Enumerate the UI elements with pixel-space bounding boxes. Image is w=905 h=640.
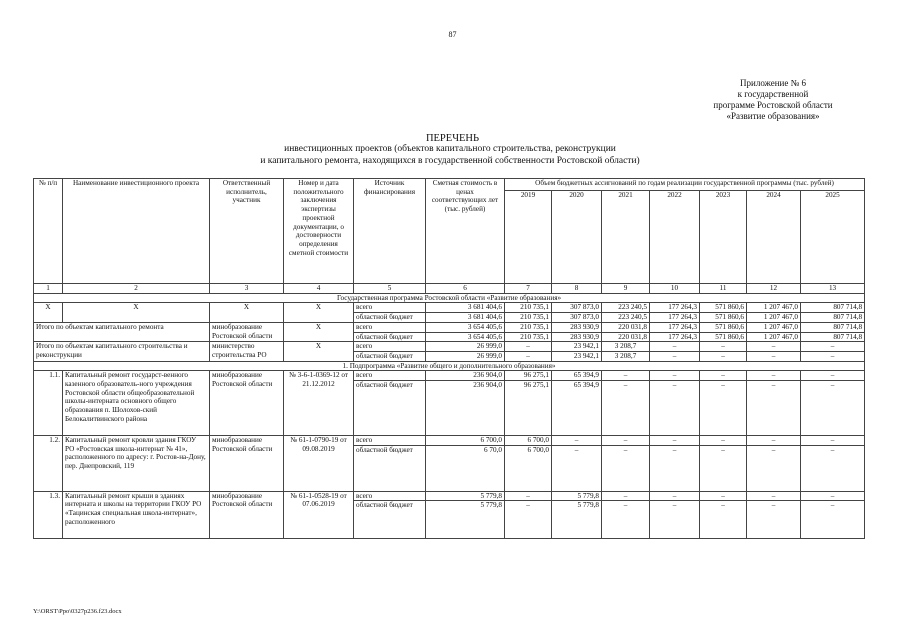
cell-value: – bbox=[801, 342, 865, 352]
cell-value: 6 700,0 bbox=[505, 445, 552, 491]
cell-value: 571 860,6 bbox=[700, 332, 747, 342]
section-program: Государственная программа Ростовской области «Развитие образования» bbox=[34, 293, 865, 303]
cell-value: – bbox=[700, 351, 747, 361]
file-path-footer: Y:\ORST\Ppo\0327p236.f23.docx bbox=[33, 608, 122, 615]
header-num: № п/п bbox=[34, 179, 63, 284]
cell-source: областной бюджет bbox=[354, 381, 426, 436]
appendix-line: к государственной bbox=[737, 89, 809, 99]
cell-value: – bbox=[700, 371, 747, 381]
cell-value: – bbox=[801, 445, 865, 491]
cell-name: Итого по объектам капитального ремонта bbox=[34, 322, 210, 341]
header-doc: Номер и дата положительного заключения экспертизы проектной документации, о достоверности определения сметной стоимости bbox=[284, 179, 354, 284]
cell-value: 23 942,1 bbox=[552, 342, 602, 352]
cell-value: – bbox=[650, 342, 700, 352]
cell-value: 807 714,8 bbox=[801, 332, 865, 342]
subtitle-line: и капитального ремонта, находящихся в государственной собственности Ростовской области) bbox=[260, 155, 640, 166]
cell-value: 210 735,1 bbox=[505, 322, 552, 332]
cell-value: – bbox=[747, 436, 801, 446]
cell-num: 1.3. bbox=[34, 491, 63, 539]
cell-doc: Х bbox=[284, 342, 354, 361]
cell-value: – bbox=[602, 445, 650, 491]
header-year: 2025 bbox=[801, 191, 865, 284]
cell-num: Х bbox=[34, 303, 63, 313]
col-number: 13 bbox=[801, 284, 865, 294]
header-row bbox=[34, 179, 865, 191]
cell-value: – bbox=[505, 351, 552, 361]
cell-value: 283 930,9 bbox=[552, 332, 602, 342]
col-number: 5 bbox=[354, 284, 426, 294]
table-row bbox=[34, 371, 865, 381]
subtitle-line: инвестиционных проектов (объектов капитального строительства, реконструкции bbox=[284, 144, 616, 154]
cell-source: всего bbox=[354, 491, 426, 501]
cell-value: 807 714,8 bbox=[801, 313, 865, 323]
col-number: 12 bbox=[747, 284, 801, 294]
cell-name: Капитальный ремонт крыши в зданиях интерната и школы на территории ГКОУ РО «Тацинская специальная школа-интернат», расположенного bbox=[63, 491, 210, 539]
cell-value: – bbox=[552, 436, 602, 446]
cell-source: областной бюджет bbox=[354, 332, 426, 342]
cell-value: 571 860,6 bbox=[700, 322, 747, 332]
investment-projects-table bbox=[33, 178, 865, 539]
cell-name: Капитальный ремонт кровли здания ГКОУ РО «Ростовская школа-интернат № 41», расположенного по адресу: г. Ростов-на-Дону, пер. Днепровский, 119 bbox=[63, 436, 210, 492]
cell-source: всего bbox=[354, 342, 426, 352]
cell-source: областной бюджет bbox=[354, 313, 426, 323]
cell-value: 807 714,8 bbox=[801, 303, 865, 313]
header-year: 2020 bbox=[552, 191, 602, 284]
cell-value: 236 904,0 bbox=[426, 381, 505, 436]
cell-value: 5 779,8 bbox=[552, 501, 602, 539]
col-number: 8 bbox=[552, 284, 602, 294]
col-number: 1 bbox=[34, 284, 63, 294]
section-row bbox=[34, 361, 865, 371]
col-number: 11 bbox=[700, 284, 747, 294]
section-row bbox=[34, 293, 865, 303]
cell-value: – bbox=[602, 501, 650, 539]
cell-value: – bbox=[801, 501, 865, 539]
cell-value: 3 681 404,6 bbox=[426, 303, 505, 313]
cell-value: – bbox=[700, 491, 747, 501]
col-number: 6 bbox=[426, 284, 505, 294]
cell-value: – bbox=[747, 381, 801, 436]
cell-num: 1.1. bbox=[34, 371, 63, 436]
cell-value: 65 394,9 bbox=[552, 371, 602, 381]
cell-source: областной бюджет bbox=[354, 445, 426, 491]
cell-value: – bbox=[747, 501, 801, 539]
cell-executor: минобразование Ростовской области bbox=[210, 322, 284, 341]
cell-value: – bbox=[801, 351, 865, 361]
col-number: 9 bbox=[602, 284, 650, 294]
cell-value: – bbox=[650, 501, 700, 539]
cell-value: – bbox=[747, 491, 801, 501]
cell-value: – bbox=[700, 381, 747, 436]
cell-value: – bbox=[801, 491, 865, 501]
cell-name: Капитальный ремонт государст-венного казенного образователь-ного учреждения Ростовской области общеобразовательной школы-интерната основного общего образования п. Шолохов-ский Белокалитвинского района bbox=[63, 371, 210, 436]
cell-executor: минобразование Ростовской области bbox=[210, 436, 284, 492]
cell-value: 6 700,0 bbox=[505, 436, 552, 446]
cell-value: – bbox=[700, 501, 747, 539]
header-year: 2019 bbox=[505, 191, 552, 284]
appendix-line: Приложение № 6 bbox=[740, 78, 806, 88]
col-number: 10 bbox=[650, 284, 700, 294]
table-row bbox=[34, 313, 865, 323]
header-year: 2023 bbox=[700, 191, 747, 284]
header-cost: Сметная стоимость в ценах соответствующих лет (тыс. рублей) bbox=[426, 179, 505, 284]
cell-value: 177 264,3 bbox=[650, 313, 700, 323]
cell-value: 23 942,1 bbox=[552, 351, 602, 361]
appendix-heading bbox=[690, 78, 856, 122]
cell-value: – bbox=[650, 381, 700, 436]
cell-value: 283 930,9 bbox=[552, 322, 602, 332]
cell-doc: Х bbox=[284, 322, 354, 341]
cell-value: 5 779,8 bbox=[552, 491, 602, 501]
cell-value: 210 735,1 bbox=[505, 313, 552, 323]
cell-value: 1 207 467,0 bbox=[747, 313, 801, 323]
cell-source: всего bbox=[354, 322, 426, 332]
cell-value: – bbox=[801, 381, 865, 436]
cell-value: 1 207 467,0 bbox=[747, 303, 801, 313]
cell-value: – bbox=[650, 445, 700, 491]
cell-executor: минобразование Ростовской области bbox=[210, 371, 284, 436]
header-year: 2024 bbox=[747, 191, 801, 284]
page-number: 87 bbox=[448, 30, 457, 39]
cell-value: 96 275,1 bbox=[505, 381, 552, 436]
cell-value: 223 240,5 bbox=[602, 303, 650, 313]
cell-value: 307 873,0 bbox=[552, 303, 602, 313]
cell-value: 6 700,0 bbox=[426, 436, 505, 446]
cell-value: 3 681 404,6 bbox=[426, 313, 505, 323]
appendix-line: программе Ростовской области bbox=[713, 100, 833, 110]
cell-value: 1 207 467,0 bbox=[747, 322, 801, 332]
cell-doc: № 3-6-1-0369-12 от 21.12.2012 bbox=[284, 371, 354, 436]
cell-name: Итого по объектам капитального строительства и реконструкции bbox=[34, 342, 210, 361]
cell-executor: минобразование Ростовской области bbox=[210, 491, 284, 539]
cell-value: – bbox=[602, 436, 650, 446]
cell-value: – bbox=[602, 371, 650, 381]
cell-value: 26 999,0 bbox=[426, 342, 505, 352]
section-subprogram: 1. Подпрограмма «Развитие общего и дополнительного образования» bbox=[34, 361, 865, 371]
cell-value: 3 654 405,6 bbox=[426, 332, 505, 342]
document-subtitle bbox=[150, 144, 750, 167]
cell-value: – bbox=[801, 436, 865, 446]
cell-value: 3 208,7 bbox=[602, 342, 650, 352]
appendix-line: «Развитие образования» bbox=[726, 111, 820, 121]
cell-value: – bbox=[700, 436, 747, 446]
cell-value: 65 394,9 bbox=[552, 381, 602, 436]
cell-value: 236 904,0 bbox=[426, 371, 505, 381]
cell-num: 1.2. bbox=[34, 436, 63, 492]
cell-value: 3 654 405,6 bbox=[426, 322, 505, 332]
cell-value: 177 264,3 bbox=[650, 303, 700, 313]
cell-source: областной бюджет bbox=[354, 501, 426, 539]
column-numbers-row bbox=[34, 284, 865, 294]
cell-value: – bbox=[747, 351, 801, 361]
cell-value: – bbox=[747, 342, 801, 352]
cell-value: 210 735,1 bbox=[505, 303, 552, 313]
cell-value: 177 264,3 bbox=[650, 322, 700, 332]
cell-doc: Х bbox=[284, 303, 354, 313]
header-source: Источник финансирования bbox=[354, 179, 426, 284]
cell-value: 571 860,6 bbox=[700, 303, 747, 313]
cell-value: 571 860,6 bbox=[700, 313, 747, 323]
cell-value: 1 207 467,0 bbox=[747, 332, 801, 342]
cell-value: – bbox=[650, 351, 700, 361]
cell-value: – bbox=[552, 445, 602, 491]
cell-value: 220 031,8 bbox=[602, 332, 650, 342]
cell-executor: министерство строительства РО bbox=[210, 342, 284, 361]
cell-value: – bbox=[801, 371, 865, 381]
cell-source: всего bbox=[354, 436, 426, 446]
header-year: 2022 bbox=[650, 191, 700, 284]
header-executor: Ответственный исполнитель, участник bbox=[210, 179, 284, 284]
header-volume: Объем бюджетных ассигнований по годам реализации государственной программы (тыс. рублей) bbox=[505, 179, 865, 191]
cell-value: 220 031,8 bbox=[602, 322, 650, 332]
cell-value: – bbox=[505, 342, 552, 352]
table-row bbox=[34, 322, 865, 332]
document-title: ПЕРЕЧЕНЬ bbox=[425, 133, 480, 144]
cell-value: 96 275,1 bbox=[505, 371, 552, 381]
col-number: 3 bbox=[210, 284, 284, 294]
table-row bbox=[34, 491, 865, 501]
table-row bbox=[34, 342, 865, 352]
cell-value: – bbox=[602, 491, 650, 501]
header-name: Наименование инвестиционного проекта bbox=[63, 179, 210, 284]
cell-value: – bbox=[650, 491, 700, 501]
cell-value: – bbox=[747, 371, 801, 381]
header-year: 2021 bbox=[602, 191, 650, 284]
cell-value: – bbox=[700, 342, 747, 352]
cell-value: 5 779,8 bbox=[426, 501, 505, 539]
cell-value: 307 873,0 bbox=[552, 313, 602, 323]
cell-value: 5 779,8 bbox=[426, 491, 505, 501]
cell-value: 210 735,1 bbox=[505, 332, 552, 342]
cell-value: 223 240,5 bbox=[602, 313, 650, 323]
cell-value: – bbox=[650, 436, 700, 446]
cell-source: всего bbox=[354, 303, 426, 313]
cell-value: – bbox=[602, 381, 650, 436]
cell-value: – bbox=[505, 501, 552, 539]
cell-value: 807 714,8 bbox=[801, 322, 865, 332]
cell-name: Х bbox=[63, 303, 210, 313]
col-number: 7 bbox=[505, 284, 552, 294]
table-row bbox=[34, 303, 865, 313]
cell-executor: Х bbox=[210, 303, 284, 313]
cell-source: областной бюджет bbox=[354, 351, 426, 361]
cell-value: – bbox=[650, 371, 700, 381]
col-number: 4 bbox=[284, 284, 354, 294]
cell-doc: № 61-1-0790-19 от 09.08.2019 bbox=[284, 436, 354, 492]
cell-source: всего bbox=[354, 371, 426, 381]
col-number: 2 bbox=[63, 284, 210, 294]
table-row bbox=[34, 436, 865, 446]
cell-value: 26 999,0 bbox=[426, 351, 505, 361]
cell-value: – bbox=[505, 491, 552, 501]
cell-value: 3 208,7 bbox=[602, 351, 650, 361]
cell-value: 6 70,0 bbox=[426, 445, 505, 491]
cell-value: – bbox=[747, 445, 801, 491]
cell-doc: № 61-1-0528-19 от 07.06.2019 bbox=[284, 491, 354, 539]
cell-value: 177 264,3 bbox=[650, 332, 700, 342]
cell-value: – bbox=[700, 445, 747, 491]
